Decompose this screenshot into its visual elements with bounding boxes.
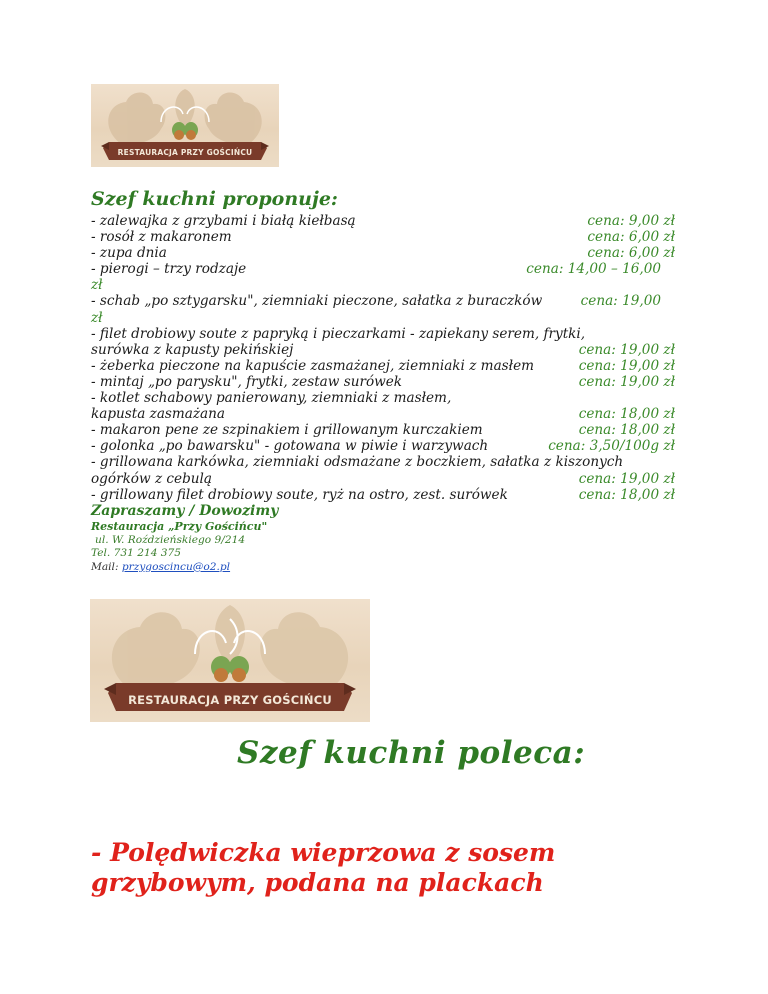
menu-item-name: - kotlet schabowy panierowany, ziemniaki z masłem,: [91, 390, 452, 407]
menu-item-name: - makaron pene ze szpinakiem i grillowanym kurczakiem: [91, 422, 483, 439]
menu-item: [91, 213, 675, 229]
menu-item: [91, 293, 675, 309]
menu-item-price: cena: 19,00 zł: [578, 470, 675, 487]
menu-item-name: - zupa dnia: [91, 245, 167, 262]
menu-item-name: - schab „po sztygarsku", ziemniaki pieczone, sałatka z buraczków: [91, 293, 543, 310]
menu-item: [91, 358, 675, 374]
special-dish-line: grzybowym, podana na plackach: [91, 868, 544, 897]
menu-item-price: cena: 19,00 zł: [578, 357, 675, 374]
menu-item: [91, 390, 675, 406]
restaurant-mail: [91, 561, 267, 575]
special-dish-line: - Polędwiczka wieprzowa z sosem: [91, 838, 556, 867]
menu-item-name: - zalewajka z grzybami i białą kiełbasą: [91, 213, 356, 229]
special-dish: [91, 838, 555, 898]
menu-item-price: cena: 18,00 zł: [578, 406, 675, 423]
menu-item: [91, 487, 675, 503]
menu-item-name: - golonka „po bawarsku" - gotowana w piwie i warzywach: [91, 438, 489, 455]
menu-item-price-wrap: zł: [91, 277, 103, 294]
menu-item-name: - mintaj „po parysku", frytki, zestaw surówek: [91, 373, 403, 390]
menu-list: [91, 213, 675, 503]
menu-item-price-wrap: zł: [91, 309, 103, 326]
logo-banner-text: RESTAURACJA PRZY GOŚCIŃCU: [117, 148, 253, 157]
logo-banner-text: RESTAURACJA PRZY GOŚCIŃCU: [128, 693, 332, 707]
restaurant-address: ul. W. Roździeńskiego 9/214: [95, 533, 246, 546]
invite-text: Zapraszamy / Dowozimy: [91, 503, 279, 519]
restaurant-logo-bottom: [90, 599, 370, 722]
menu-item-name: surówka z kapusty pekińskiej: [91, 341, 294, 358]
restaurant-phone: Tel. 731 214 375: [91, 547, 182, 560]
restaurant-name: Restauracja „Przy Gościńcu": [91, 520, 268, 533]
menu-item: [91, 342, 675, 358]
menu-item-price: cena: 19,00: [580, 293, 661, 310]
menu-item: [91, 422, 675, 438]
menu-item-price: cena: 6,00 zł: [587, 245, 675, 262]
heading-chef-recommends: Szef kuchni poleca:: [237, 735, 586, 771]
menu-item-price: cena: 6,00 zł: [587, 229, 675, 246]
menu-item-name: - pierogi – trzy rodzaje: [91, 261, 247, 278]
menu-item: [91, 326, 675, 342]
menu-item-price: cena: 18,00 zł: [578, 486, 675, 503]
restaurant-logo-top: [91, 84, 279, 167]
contact-block: [91, 520, 267, 574]
email-link[interactable]: przygoscincu@o2.pl: [121, 560, 231, 573]
menu-item: [91, 229, 675, 245]
menu-item-name: - żeberka pieczone na kapuście zasmażanej, ziemniaki z masłem: [91, 357, 534, 374]
menu-item-name: - rosół z makaronem: [91, 229, 232, 246]
menu-item-name: ogórków z cebulą: [91, 470, 212, 487]
menu-item-price: cena: 9,00 zł: [587, 213, 675, 229]
menu-item-name: - filet drobiowy soute z papryką i pieczarkami - zapiekany serem, frytki,: [91, 325, 586, 342]
menu-item: [91, 406, 675, 422]
menu-item-price: cena: 19,00 zł: [578, 341, 675, 358]
menu-item-price: cena: 14,00 – 16,00: [526, 261, 661, 278]
mail-label: Mail:: [91, 560, 122, 573]
menu-item-price: cena: 18,00 zł: [578, 422, 675, 439]
menu-item-price: cena: 3,50/100g zł: [548, 438, 675, 455]
menu-item-name: - grillowana karkówka, ziemniaki odsmażane z boczkiem, sałatka z kiszonych: [91, 454, 624, 471]
menu-item: [91, 374, 675, 390]
menu-item: [91, 454, 675, 470]
menu-item: [91, 438, 675, 454]
menu-item: [91, 245, 675, 261]
menu-item: [91, 261, 675, 277]
menu-item-name: kapusta zasmażana: [91, 406, 226, 423]
menu-item-name: - grillowany filet drobiowy soute, ryż na ostro, zest. surówek: [91, 486, 508, 503]
menu-item-price: cena: 19,00 zł: [578, 373, 675, 390]
menu-item: [91, 471, 675, 487]
heading-chef-proposes: Szef kuchni proponuje:: [91, 188, 338, 210]
